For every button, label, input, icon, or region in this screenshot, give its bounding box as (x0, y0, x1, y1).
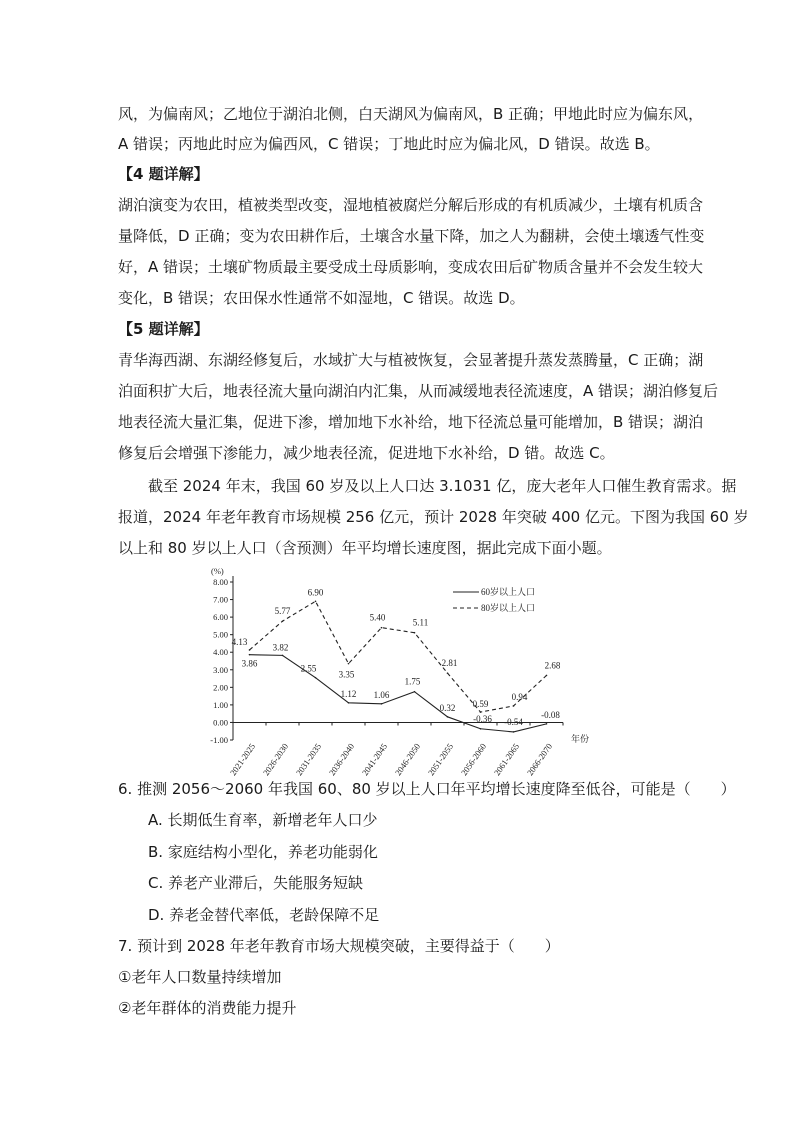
data-label: 0.94 (511, 691, 528, 702)
material-line-3: 以上和 80 岁以上人口（含预测）年平均增长速度图，据此完成下面小题。 (118, 539, 612, 557)
data-point (315, 677, 317, 679)
answer-3-text-line-1: 风，为偏南风；乙地位于湖泊北侧，白天湖风为偏南风，B 正确；甲地此时应为偏东风， (118, 105, 704, 123)
series-line-80plus (250, 601, 547, 712)
answer-5-text-line-2: 泊面积扩大后，地表径流大量向湖泊内汇集，从而减缓地表径流速度，A 错误；湖泊修复后 (118, 382, 719, 400)
data-label: 3.86 (241, 658, 258, 669)
x-tick-label: 2051-2055 (425, 741, 456, 778)
y-tick-label: 2.00 (213, 682, 228, 693)
question-6-option-a: A. 长期低生育率，新增老年人口少 (148, 811, 378, 829)
question-7-item-1: ①老年人口数量持续增加 (118, 968, 282, 986)
x-tick-label: 2036-2040 (326, 741, 357, 778)
x-tick-label: 2066-2070 (524, 741, 555, 778)
answer-4-text-line-3: 好，A 错误；土壤矿物质最主要受成土母质影响，变成农田后矿物质含量并不会发生较大 (118, 258, 704, 276)
series-line-60plus (250, 655, 547, 732)
data-point (447, 716, 449, 718)
data-point (348, 663, 350, 665)
data-label: 2.68 (544, 660, 561, 671)
data-point (249, 649, 251, 651)
data-point (414, 632, 416, 634)
data-label: 1.06 (373, 689, 390, 700)
data-point (480, 728, 482, 730)
data-point (546, 723, 548, 725)
question-7-item-2: ②老年群体的消费能力提升 (118, 999, 297, 1017)
x-tick-label: 2061-2065 (491, 741, 522, 778)
question-6-option-b: B. 家庭结构小型化，养老功能弱化 (148, 843, 378, 861)
data-label: -0.08 (541, 709, 560, 720)
material-line-1: 截至 2024 年末，我国 60 岁及以上人口达 3.1031 亿，庞大老年人口催生教育需求。据 (148, 477, 737, 495)
answer-4-text-line-1: 湖泊演变为农田，植被类型改变，湿地植被腐烂分解后形成的有机质减少，土壤有机质含 (118, 196, 704, 214)
data-point (282, 655, 284, 657)
y-tick-label: 8.00 (213, 577, 228, 587)
y-axis-unit-label: (%) (211, 566, 224, 576)
x-axis-title: 年份 (571, 734, 590, 744)
y-tick-label: 3.00 (213, 664, 228, 675)
data-point (414, 691, 416, 693)
data-label: 2.55 (300, 663, 317, 674)
answer-5-heading: 【5 题详解】 (118, 320, 209, 338)
y-tick-label: 0.00 (213, 717, 228, 728)
answer-4-text-line-4: 变化，B 错误；农田保水性通常不如湿地，C 错误。故选 D。 (118, 289, 525, 307)
data-point (348, 702, 350, 704)
data-point (315, 601, 317, 603)
y-tick-label: 1.00 (213, 699, 228, 710)
answer-4-heading: 【4 题详解】 (118, 165, 209, 183)
data-label: 0.59 (472, 699, 489, 710)
data-label: 4.13 (231, 636, 248, 647)
data-point (381, 703, 383, 705)
data-label: 2.81 (441, 658, 458, 669)
question-6-stem: 6. 推测 2056～2060 年我国 60、80 岁以上人口年平均增长速度降至低谷，可能是（ ） (118, 780, 736, 798)
data-label: 3.82 (272, 642, 289, 653)
data-label: 3.35 (338, 669, 355, 680)
legend-label-80plus: 80岁以上人口 (481, 603, 536, 613)
data-point (546, 675, 548, 677)
data-label: 1.75 (404, 676, 421, 687)
question-6-option-d: D. 养老金替代率低，老龄保障不足 (148, 906, 380, 924)
data-label: 5.11 (412, 617, 429, 628)
data-label: -0.36 (473, 713, 492, 724)
y-tick-label: 6.00 (213, 612, 228, 623)
x-tick-label: 2031-2035 (293, 741, 324, 778)
chart-legend (453, 586, 535, 613)
data-label: 1.12 (340, 688, 357, 699)
legend-label-60plus: 60岁以上人口 (481, 587, 536, 597)
y-tick-label: -1.00 (210, 735, 228, 745)
x-tick-label: 2046-2050 (392, 741, 423, 778)
question-7-stem: 7. 预计到 2028 年老年教育市场大规模突破，主要得益于（ ） (118, 937, 560, 955)
data-point (513, 731, 515, 733)
answer-3-text-line-2: A 错误；丙地此时应为偏西风，C 错误；丁地此时应为偏北风，D 错误。故选 B。 (118, 135, 660, 153)
population-growth-chart (195, 562, 615, 778)
data-label: 0.32 (439, 702, 456, 713)
material-line-2: 报道，2024 年老年教育市场规模 256 亿元，预计 2028 年突破 400 亿元。下图为我国 60 岁 (118, 508, 749, 526)
data-point (480, 711, 482, 713)
data-point (513, 705, 515, 707)
question-6-option-c: C. 养老产业滞后，失能服务短缺 (148, 874, 364, 892)
x-tick-label: 2026-2030 (260, 741, 291, 778)
x-tick-label: 2021-2025 (227, 741, 258, 778)
answer-5-text-line-3: 地表径流大量汇集，促进下渗，增加地下水补给，地下径流总量可能增加，B 错误；湖泊 (118, 413, 704, 431)
data-point (249, 654, 251, 656)
data-label: 5.77 (274, 606, 291, 617)
y-tick-label: 5.00 (213, 629, 228, 640)
data-point (381, 627, 383, 629)
x-tick-label: 2041-2045 (359, 741, 390, 778)
data-point (447, 672, 449, 674)
data-point (282, 620, 284, 622)
answer-4-text-line-2: 量降低，D 正确；变为农田耕作后，土壤含水量下降，加之人为翻耕，会使土壤透气性变 (118, 227, 705, 245)
answer-5-text-line-1: 青华海西湖、东湖经修复后，水域扩大与植被恢复，会显著提升蒸发蒸腾量，C 正确；湖 (118, 351, 704, 369)
answer-5-text-line-4: 修复后会增强下渗能力，减少地表径流，促进地下水补给，D 错。故选 C。 (118, 444, 615, 462)
data-label: 6.90 (307, 587, 324, 598)
x-tick-label: 2056-2060 (458, 741, 489, 778)
y-tick-label: 7.00 (213, 594, 228, 605)
y-tick-label: 4.00 (213, 647, 228, 658)
chart-axes (210, 566, 589, 777)
data-label: 5.40 (369, 612, 386, 623)
data-label: -0.54 (504, 716, 523, 727)
